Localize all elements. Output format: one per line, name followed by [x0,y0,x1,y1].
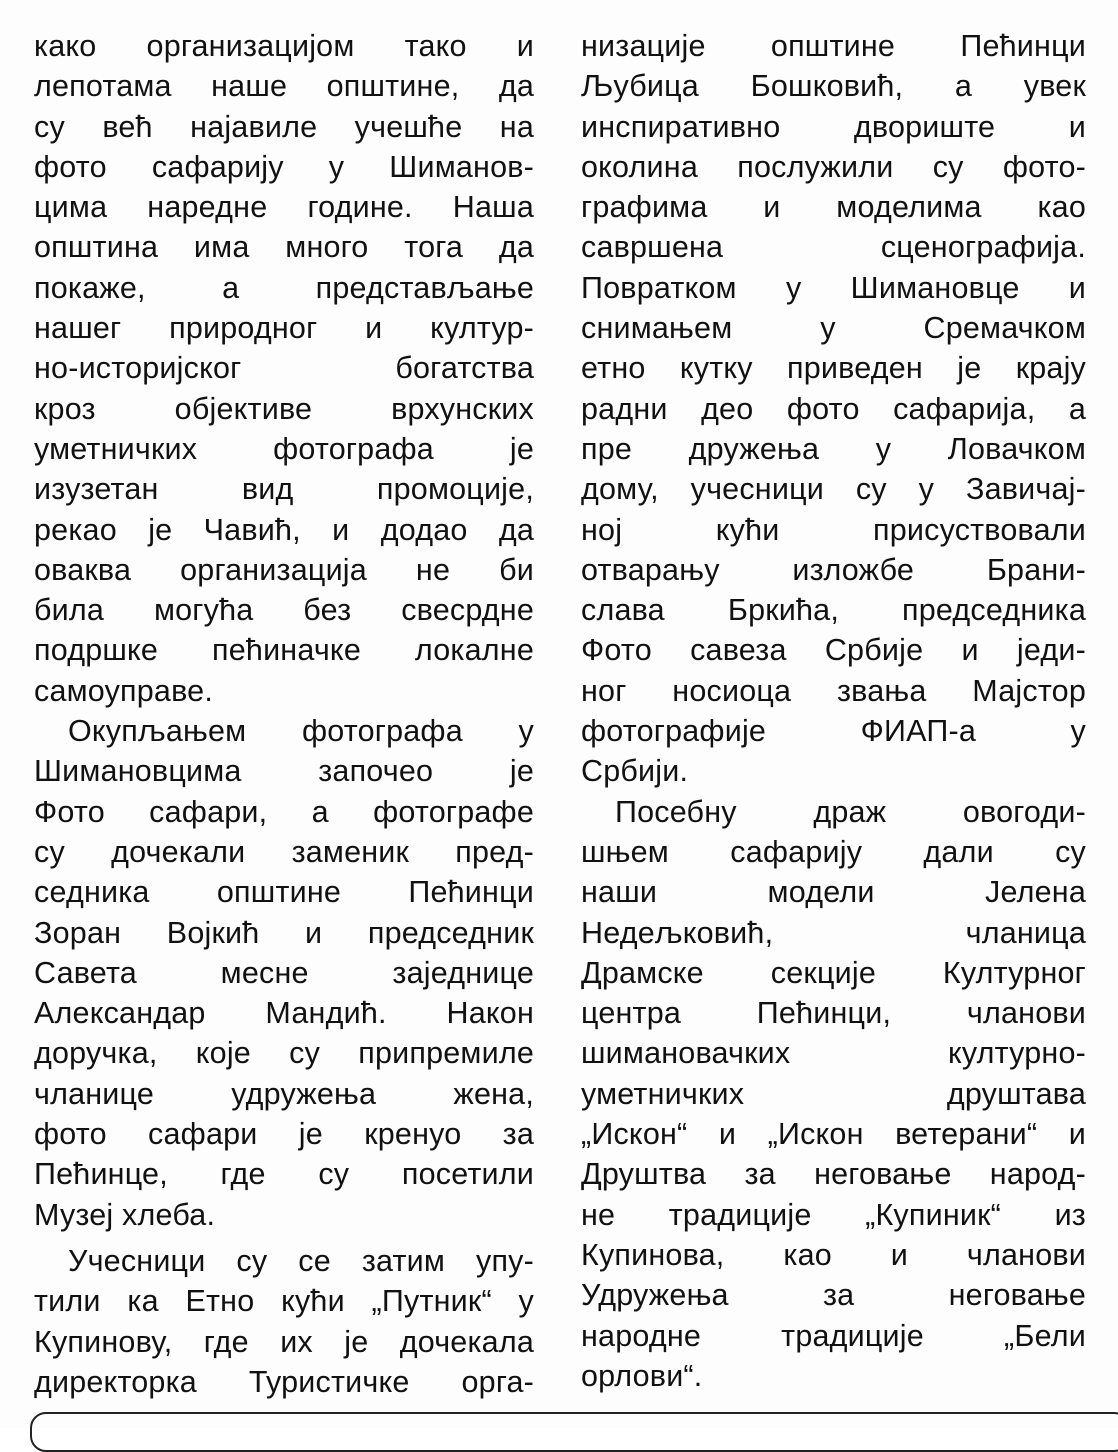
paragraph [581,26,1086,792]
text-line: не традиције „Купиник“ из [581,1197,1086,1232]
text-line: уметничких фотографа је [34,431,534,466]
text-line: Шимановцима започео је [34,754,534,789]
text-line: су већ најавиле учешће на [34,109,534,144]
text-line: радни део фото сафарија, а [581,391,1086,426]
text-line: Удружења за неговање [581,1278,1086,1313]
text-line: Окупљањем фотографа у [68,714,534,749]
text-line: Љубица Бошковић, а увек [581,69,1086,104]
text-line: покаже, а представљање [34,270,534,305]
text-line: цима наредне године. Наша [34,190,534,225]
text-line: фото сафарију у Шиманов- [34,149,534,184]
text-line: но-историјског богатства [34,351,534,386]
text-line: Учесници су се затим упу- [68,1243,534,1278]
text-line: Недељковић, чланица [581,915,1086,950]
paragraph [34,711,534,1235]
text-line: подршке пећиначке локалне [34,633,534,668]
text-line: шимановачких културно- [581,1036,1086,1071]
text-line: снимањем у Сремачком [581,311,1086,346]
text-line: Србији. [581,754,689,789]
text-line: ној кући присуствовали [581,512,1086,547]
text-line: Фото савеза Србије и једи- [581,633,1086,668]
text-line: графима и моделима као [581,190,1086,225]
text-line: изузетан вид промоције, [34,472,534,507]
text-line: директорка Туристичке орга- [34,1364,534,1399]
text-line: самоуправе. [34,673,213,708]
text-line: лепотама наше општине, да [34,69,534,104]
text-line: Купинова, као и чланови [581,1237,1086,1272]
text-line: кроз објективе врхунских [34,391,534,426]
text-line: уметничких друштава [581,1076,1086,1111]
text-line: центра Пећинци, чланови [581,996,1086,1031]
text-line: дому, учесници су у Завичај- [581,472,1086,507]
text-line: „Искон“ и „Искон ветерани“ и [581,1117,1086,1152]
text-line: отварању изложбе Брани- [581,552,1086,587]
text-line: чланице удружења жена, [34,1076,534,1111]
text-line: пре дружења у Ловачком [581,431,1086,466]
bottom-frame-border [30,1412,1118,1452]
text-line: Фото сафари, а фотографе [34,794,534,829]
text-line: нашег природног и култур- [34,311,534,346]
text-line: Купинову, где их је дочекала [34,1324,534,1359]
text-line: била могућа без свесрдне [34,593,534,628]
text-line: орлови“. [581,1358,703,1393]
text-line: општина има много тога да [34,230,534,265]
text-line: етно кутку приведен је крају [581,351,1086,386]
text-line: седника општине Пећинци [34,875,534,910]
text-line: народне традиције „Бели [581,1318,1086,1353]
text-line: су дочекали заменик пред- [34,834,534,869]
text-line: како организацијом тако и [34,29,534,63]
text-line: Друштва за неговање народ- [581,1157,1086,1192]
text-line: ног носиоца звања Мајстор [581,673,1086,708]
text-line: рекао је Чавић, и додао да [34,512,534,547]
text-line: савршена сценографија. [581,230,1086,265]
text-line: слава Бркића, председника [581,593,1086,628]
text-line: Музеј хлеба. [34,1197,216,1232]
text-line: Александар Мандић. Након [34,996,534,1031]
text-line: Пећинце, где су посетили [34,1157,534,1192]
text-line: тили ка Етно кући „Путник“ у [34,1284,534,1319]
paragraph [34,26,534,711]
right-column [581,26,1086,1396]
text-line: Повратком у Шимановце и [581,270,1086,305]
text-line: наши модели Јелена [581,875,1086,910]
text-line: доручка, које су припремиле [34,1036,534,1071]
text-line: Посебну драж овогоди- [615,794,1086,829]
text-line: Драмске секције Културног [581,955,1086,990]
text-line: инспиративно двориште и [581,109,1086,144]
text-line: фотографије ФИАП-а у [581,714,1086,749]
text-line: околина послужили су фото- [581,149,1086,184]
text-line: Зоран Војкић и председник [34,915,534,950]
left-column [34,26,534,1402]
text-line: оваква организација не би [34,552,534,587]
text-line: шњем сафарију дали су [581,834,1086,869]
text-line: низације општине Пећинци [581,29,1086,63]
text-line: фото сафари је кренуо за [34,1117,534,1152]
paragraph [34,1241,534,1402]
paragraph [581,792,1086,1396]
text-line: Савета месне заједнице [34,955,534,990]
